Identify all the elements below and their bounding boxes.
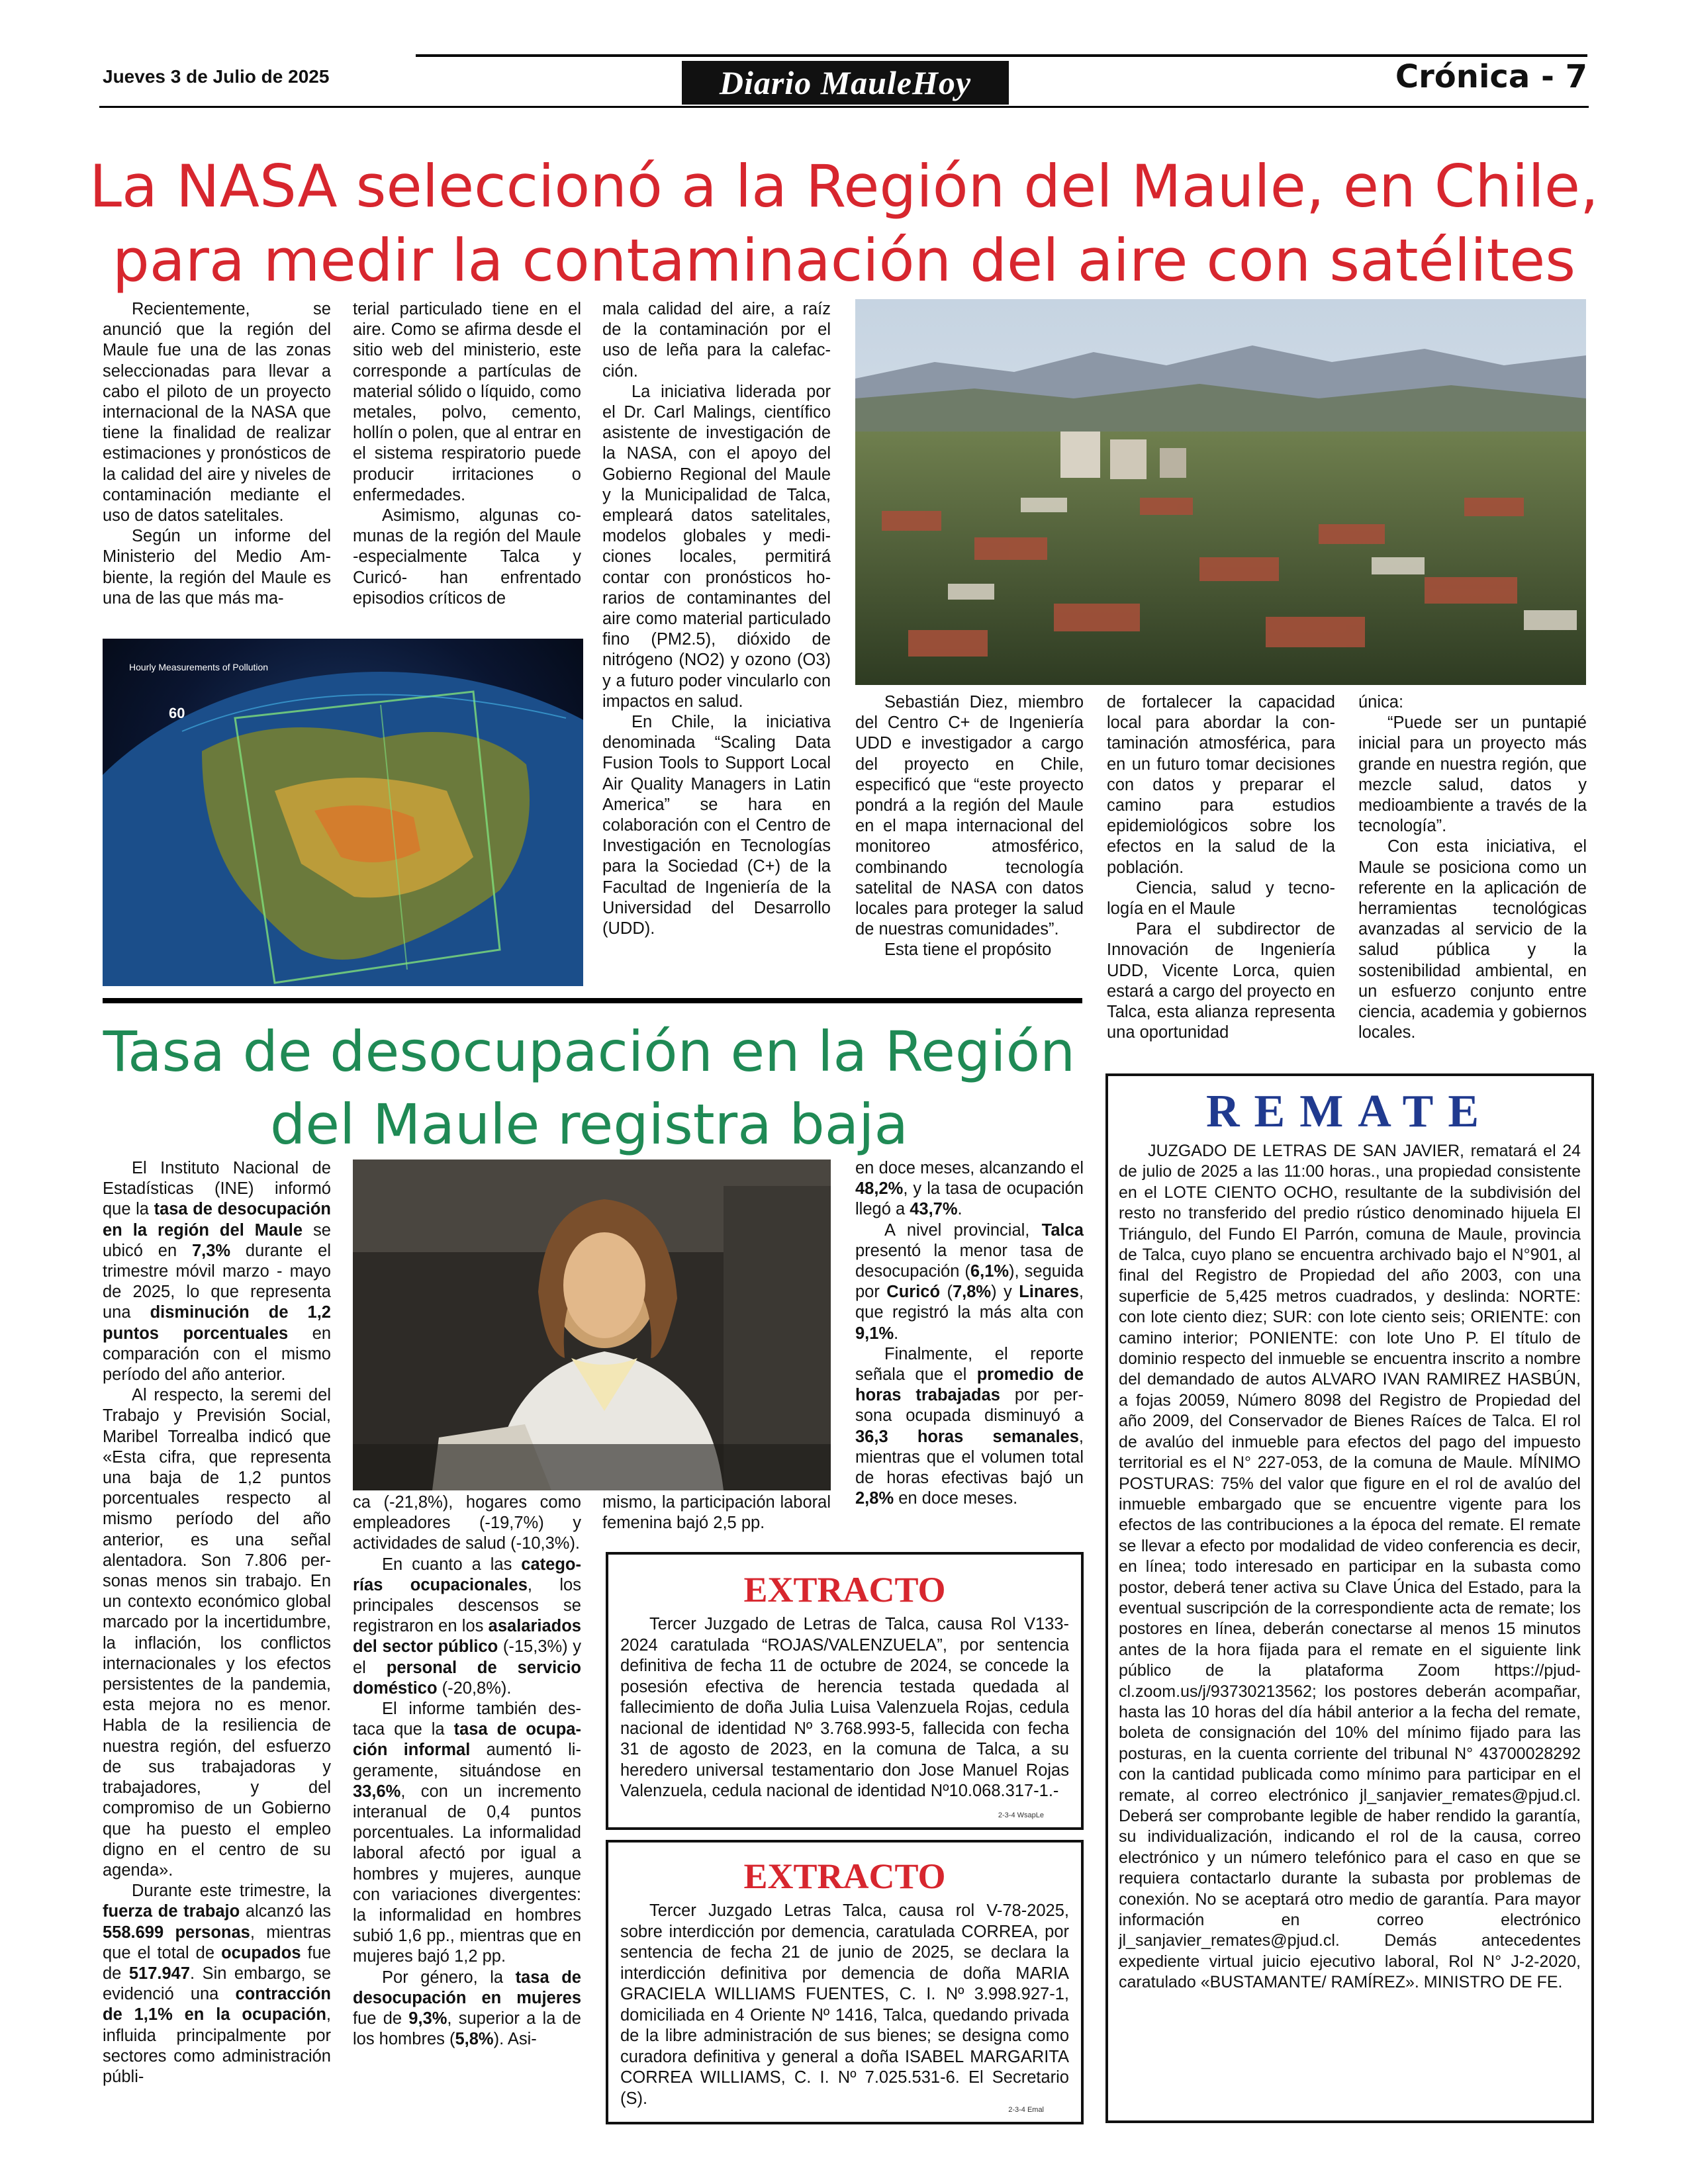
paragraph: El Instituto Nacional de Estadísticas (INE) informó que la tasa de desocupación en la región del Maule se ubicó en 7,3% durante el trimestre móvil marzo - mayo de 2025, lo que representa una disminución de 1,2 puntos porcentuales en comparación con el mismo período del año anterior. bbox=[103, 1159, 332, 1385]
paragraph: Finalmente, el reporte señala que el promedio de horas trabajadas por persona ocupada disminuyó a 36,3 horas semanales, mientras que el volumen total de horas efectivas bajó un 2,8% en doce meses. bbox=[855, 1344, 1084, 1508]
extracto-1-title: EXTRACTO bbox=[743, 1570, 946, 1610]
paragraph: Sebastián Diez, miembro del Centro C+ de Ingeniería UDD e investigador a cargo del proyecto en Chile, especificó que “este proyecto pondrá a la región del Maule en el mapa internacional del monitoreo atmosférico, combinando tecnología satelital de NASA con datos locales para proteger la salud de nuestras comunidades”. bbox=[855, 693, 1084, 939]
article1-column-6 bbox=[1358, 692, 1587, 1043]
extracto-1-body: Tercer Juzgado de Letras de Talca, causa Rol V133-2024 caratulada “ROJAS/VALENZUELA”, por sentencia definitiva de fecha 11 de octubre de 2024, se concede la posesión efectiva de herencia testada quedada al fallecimiento de doña Julia Luisa Valenzuela Rojas, cedula nacional de identidad Nº 3.768.993-5, fallecida con fecha 31 de agosto de 2023, en la comuna de Talca, a su heredero universal testamentario don Jose Manuel Rojas Valenzuela, cedula nacional de identidad Nº10.068.317-1.- bbox=[620, 1615, 1069, 1800]
issue-date: Jueves 3 de Julio de 2025 bbox=[103, 66, 330, 87]
paragraph: El informe también destaca que la tasa de ocupación informal aumentó ligeramente, situándose en 33,6%, con un incremento interanual de 0,4 puntos porcentuales. La informalidad laboral afectó por igual a hombres y mujeres, aunque con variaciones divergentes: la informalidad en hombres subió 1,6 pp., mientras que en mujeres bajó 1,2 pp. bbox=[353, 1700, 581, 1966]
paragraph: de fortalecer la capacidad local para abordar la contaminación atmosférica, para en un futuro tomar decisiones con datos y preparar el camino para estudios epidemiológicos sobre los efectos en la salud de la población. bbox=[1107, 693, 1335, 877]
remate-box bbox=[1105, 1073, 1594, 2123]
article2-headline: Tasa de desocupación en la Región del Maule registra baja bbox=[103, 1019, 1076, 1157]
extracto-box-1 bbox=[606, 1552, 1084, 1830]
article1-column-3 bbox=[602, 299, 831, 939]
article2-column-1 bbox=[103, 1158, 331, 2087]
paragraph: A nivel provincial, Talca presentó la menor tasa de desocupación (6,1%), seguida por Curicó (7,8%) y Linares, que registró la más alta con 9,1%. bbox=[855, 1220, 1084, 1343]
header-top-rule bbox=[416, 54, 1587, 57]
extracto-1-footer: 2-3-4 WsapLe bbox=[998, 1811, 1044, 1819]
paragraph: La iniciativa liderada por el Dr. Carl Malings, científico asistente de investigación de la NASA, con el apoyo del Gobierno Regional del Maule y la Municipalidad de Talca, empleará datos satelitales, modelos globales y mediciones locales, permitirá contar con pronósticos horarios de contaminantes del aire como material particulado fino (PM2.5), dióxido de nitrógeno (NO2) y ozono (O3) y a futuro poder vincularlo con impactos en salud. bbox=[602, 382, 831, 711]
paragraph: mismo, la participación laboral femenina bajó 2,5 pp. bbox=[602, 1493, 831, 1533]
portrait-graphic bbox=[353, 1160, 831, 1490]
header-bottom-rule bbox=[99, 106, 1589, 108]
satellite-number: 60 bbox=[169, 705, 185, 721]
article1-column-2 bbox=[353, 299, 581, 609]
paragraph: en doce meses, alcanzando el 48,2%, y la tasa de ocupación llegó a 43,7%. bbox=[855, 1159, 1084, 1219]
seremi-portrait-photo bbox=[353, 1160, 831, 1490]
remate-title: REMATE bbox=[1205, 1086, 1494, 1137]
article1-column-4 bbox=[855, 692, 1084, 961]
article1-column-5 bbox=[1107, 692, 1335, 1043]
paragraph: Para el subdirector de Innovación de Ingeniería UDD, Vicente Lorca, quien estará a cargo del proyecto en Talca, esta alianza representa una oportunidad bbox=[1107, 920, 1335, 1042]
article1-headline: La NASA seleccionó a la Región del Maule, en Chile, para medir la contaminación del aire con satélites bbox=[89, 152, 1599, 295]
extracto-2-footer: 2-3-4 Emal bbox=[1008, 2106, 1044, 2114]
paragraph: Por género, la tasa de desocupación en mujeres fue de 9,3%, superior a la de los hombres (5,8%). Asi- bbox=[353, 1968, 581, 2049]
satellite-caption: Hourly Measurements of Pollution bbox=[129, 662, 269, 672]
extracto-box-2 bbox=[606, 1840, 1084, 2124]
paragraph: ca (-21,8%), hogares como empleadores (-19,7%) y actividades de salud (-10,3%). bbox=[353, 1493, 581, 1553]
extracto-2-title: EXTRACTO bbox=[743, 1856, 946, 1896]
paragraph: Al respecto, la seremi del Trabajo y Previsión Social, Maribel Torrealba indicó que «Esta cifra, que representa una baja de 1,2 puntos porcentuales respecto al mismo período del año anterior, es una señal alentadora. Son 7.806 personas menos sin trabajo. En un contexto económico global marcado por la incertidumbre, la inflación, los conflictos internacionales y los efectos persistentes de la pandemia, esta mejora no es menor. Habla de la resiliencia de nuestra región, del esfuerzo de sus trabajadoras y trabajadores, y del compromiso de un Gobierno que ha puesto el empleo digno en el centro de su agenda». bbox=[103, 1386, 331, 1880]
paragraph: Ciencia, salud y tecnología en el Maule bbox=[1107, 878, 1335, 919]
paragraph: Recientemente, se anunció que la región del Maule fue una de las zonas seleccionadas para llevar a cabo el piloto de un proyecto internacional de la NASA que tiene la finalidad de realizar estimaciones y pronósticos de la calidad del aire y niveles de contaminación mediante el uso de datos satelitales. bbox=[103, 300, 331, 525]
article2-column-2 bbox=[353, 1492, 581, 2050]
logo-text: Diario MauleHoy bbox=[719, 64, 972, 101]
extracto-2-body: Tercer Juzgado Letras Talca, causa rol V-78-2025, sobre interdicción por demencia, caratulada CORREA, por sentencia de fecha 21 de junio de 2025, se declara la interdicción definitiva por demencia de doña MARIA GRACIELA WILLIAMS FUENTES, C. I. Nº 3.998.927-1, domiciliada en 4 Oriente Nº 1416, Talca, quedando privada de la libre administración de sus bienes; se designa como curadora definitiva y general a doña ISABEL MARGARITA CORREA WILLIAMS, C. I. Nº 7.025.531-6. El Secretario (S). bbox=[620, 1901, 1069, 2108]
paragraph: mala calidad del aire, a raíz de la contaminación por el uso de leña para la calefacción. bbox=[602, 300, 831, 381]
paragraph: Esta tiene el propósito bbox=[884, 940, 1052, 960]
paragraph: Durante este trimestre, la fuerza de trabajo alcanzó las 558.699 personas, mientras que el total de ocupados fue de 517.947. Sin embargo, se evidenció una contracción de 1,1% en la ocupación, influida principalmente por sectores como administración públi- bbox=[103, 1882, 331, 2086]
paragraph: “Puede ser un puntapié inicial para un proyecto más grande en nuestra región, que mezcle salud, datos y medioambiente a través de la tecnología”. bbox=[1358, 713, 1587, 836]
paragraph: Con esta iniciativa, el Maule se posiciona como un referente en la aplicación de herramientas tecnológicas avanzadas al servicio de la salud pública y la sostenibilidad ambiental, en un esfuerzo conjunto entre ciencia, academia y gobiernos locales. bbox=[1358, 837, 1587, 1042]
satellite-earth-graphic bbox=[103, 639, 583, 986]
newspaper-logo bbox=[682, 61, 1009, 105]
article-divider bbox=[103, 998, 1082, 1003]
paragraph: Asimismo, algunas comunas de la región del Maule -especialmente Talca y Curicó- han enfrentado episodios críticos de bbox=[353, 506, 581, 608]
paragraph: Según un informe del Ministerio del Medio Ambiente, la región del Maule es una de las que más ma- bbox=[103, 527, 331, 608]
paragraph: terial particulado tiene en el aire. Como se afirma desde el sitio web del ministerio, este corresponde a partículas de material sólido o líquido, como metales, polvo, cemento, hollín o polen, que al entrar en el sistema respiratorio puede producir irritaciones o enfermedades. bbox=[353, 300, 581, 504]
article1-column-1 bbox=[103, 299, 331, 609]
article2-column-4 bbox=[855, 1158, 1084, 1509]
paragraph: única: bbox=[1358, 693, 1404, 711]
section-page-label: Crónica - 7 bbox=[1395, 58, 1587, 95]
paragraph: En cuanto a las categorías ocupacionales, los principales descensos se registraron en los asalariados del sector público (-15,3%) y el personal de servicio doméstico (-20,8%). bbox=[353, 1555, 581, 1698]
paragraph: En Chile, la iniciativa denominada “Scaling Data Fusion Tools to Support Local Air Quality Managers in Latin America” se hara en colaboración con el Centro de Investigación en Tecnologías para la Sociedad (C+) de la Facultad de Ingeniería de la Universidad del Desarrollo (UDD). bbox=[602, 713, 831, 938]
city-landscape-graphic bbox=[855, 299, 1586, 685]
remate-body: JUZGADO DE LETRAS DE SAN JAVIER, rematará el 24 de julio de 2025 a las 11:00 horas., una propiedad consistente en el LOTE CIENTO OCHO, resultante de la subdivisión del resto no transferido del predio rústico denominado hijuela El Triángulo, del Fundo El Parrón, comuna de Maule, provincia de Talca, cuyo plano se encuentra archivado bajo el N°901, al final del Registro de Propiedad del año 2003, con una superficie de 5,425 metros cuadrados, y deslinda: NORTE: con lote ciento diez; SUR: con lote ciento seis; ORIENTE: con camino interior; PONIENTE: con lote Uno P. El título de dominio respecto del inmueble se encuentra inscrito a nombre del demandado de autos ALVARO IVAN RAMIREZ HASBÚN, a fojas 20059, Número 8098 del Registro de Propiedad del año 2009, del Conservador de Bienes Raíces de Talca. El rol de avalúo del inmueble para efectos del pago del impuesto territorial es el N° 227-053, de la comuna de Maule. MÍNIMO POSTURAS: 75% del valor que figure en el rol de avalúo del inmueble embargado que se encuentre vigente para los efectos de las contribuciones a la época del remate. El remate se llevar a efecto por modalidad de video conferencia es decir, en línea; todo interesado en participar en la subasta como postor, deberá tener activa su Clave Única del Estado, para la eventual suscripción de la correspondiente acta de remate; los postores en línea, deberán conectarse al menos 15 minutos antes de la hora fijada para el remate en el siguiente link público de la plataforma Zoom https://pjud-cl.zoom.us/j/93730213562; los postores deberán acompañar, hasta las 10 horas del día hábil anterior a la fecha del remate, boleta de consignación del 10% del mínimo fijado para las posturas, en la cuenta corriente del tribunal N° 43700028292 con la cantidad publicada como mínimo para participar en el remate, al correo electrónico jl_sanjavier_remates@pjud.cl. Deberá ser comprobante legible de haber rendido la garantía, su individualización, indicando el rol de la causa, correo electrónico y un número telefónico para el caso en que se requiera contactarlo durante la subasta por problemas de conexión. No se aceptará otro medio de garantía. Para mayor información en correo electrónico jl_sanjavier_remates@pjud.cl. Demás antecedentes expediente virtual juicio ejecutivo laboral, Rol N° J-2-2020, caratulado «BUSTAMANTE/ RAMÍREZ». MINISTRO DE FE. bbox=[1119, 1142, 1581, 1992]
article2-column-3 bbox=[602, 1492, 831, 1533]
satellite-pollution-image bbox=[103, 639, 583, 986]
talca-city-landscape-photo bbox=[855, 299, 1586, 685]
